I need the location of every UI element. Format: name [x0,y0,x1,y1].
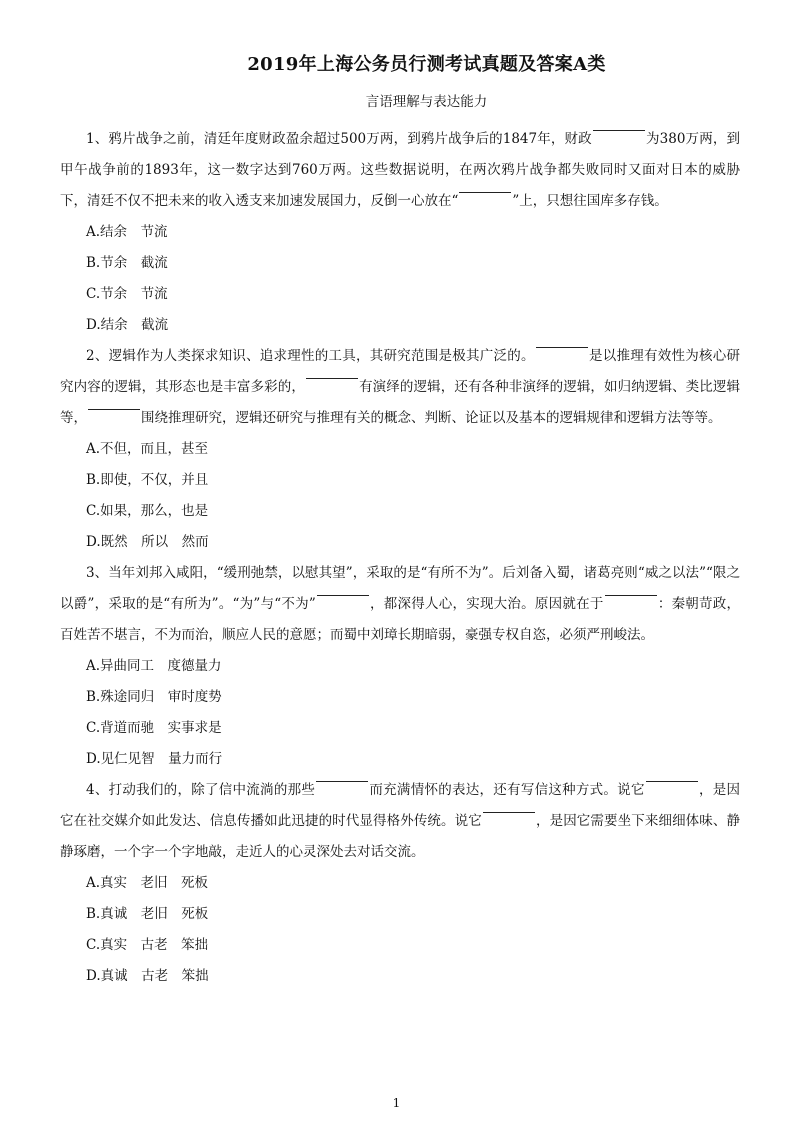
stem-text: ，是因它在社交媒介如此发达、信息传播如此迅捷的时代显得格外传统。说它 [60,782,741,829]
stem-text: 4、打动我们的，除了信中流淌的那些 [86,782,316,798]
fill-blank [459,192,511,193]
option-d: D.结余 截流 [86,317,169,333]
option-d: D.见仁见智 量力而行 [86,751,223,767]
stem-text: 有演绎的逻辑，还有各种非演绎的逻辑，如归纳逻辑、类比逻辑等， [60,379,741,426]
option-list [60,434,740,558]
option-c: C.如果，那么，也是 [86,503,209,519]
fill-blank [593,130,645,131]
question-2 [60,341,740,558]
question-4 [60,775,740,992]
fill-blank [536,347,588,348]
option-b: B.真诚 老旧 死板 [86,906,209,922]
question-1 [60,124,740,341]
document-title: 2019年上海公务员行测考试真题及答案A类 [247,54,606,75]
fill-blank [306,378,358,379]
stem-text: ，是因它需要坐下来细细体味、静静琢磨，一个字一个字地敲，走近人的心灵深处去对话交流。 [60,813,741,860]
page-number: 1 [392,1096,401,1110]
option-c: C.真实 古老 笨拙 [86,937,209,953]
question-3 [60,558,740,775]
option-list [60,651,740,775]
fill-blank [646,781,698,782]
option-a: A.异曲同工 度德量力 [86,658,222,674]
question-stem [60,775,740,868]
fill-blank [605,595,657,596]
option-b: B.节余 截流 [86,255,168,271]
option-a: A.结余 节流 [86,224,168,240]
stem-text: ”上，只想往国库多存钱。 [512,193,668,209]
stem-text: 而充满情怀的表达，还有写信这种方式。说它 [369,782,645,798]
stem-text: 围绕推理研究，逻辑还研究与推理有关的概念、判断、论证以及基本的逻辑规律和逻辑方法等等。 [141,410,722,426]
stem-text: ：秦朝苛政，百姓苦不堪言，不为而治，顺应人民的意愿；而蜀中刘璋长期暗弱，豪强专权自恣，必须严刑峻法。 [60,596,741,643]
option-d: D.真诚 古老 笨拙 [86,968,209,984]
fill-blank [316,781,368,782]
section-subtitle: 言语理解与表达能力 [365,94,488,110]
option-list [60,217,740,341]
option-c: C.背道而驰 实事求是 [86,720,222,736]
question-stem [60,558,740,651]
option-d: D.既然 所以 然而 [86,534,209,550]
stem-text: 2、逻辑作为人类探求知识、追求理性的工具，其研究范围是极其广泛的。 [86,348,535,364]
stem-text: 3、当年刘邦入咸阳，“缓刑弛禁，以慰其望”，采取的是“有所不为”。后刘备入蜀，诸葛亮则“威之以法”“限之以爵”，采取的是“有所为”。“为”与“不为” [60,565,740,612]
option-c: C.节余 节流 [86,286,168,302]
option-b: B.殊途同归 审时度势 [86,689,222,705]
stem-text: 是以推理有效性为核心研究内容的逻辑，其形态也是丰富多彩的， [60,348,741,395]
stem-text: 1、鸦片战争之前，清廷年度财政盈余超过500万两，到鸦片战争后的1847年，财政 [86,131,592,147]
option-a: A.真实 老旧 死板 [86,875,209,891]
fill-blank [317,595,369,596]
fill-blank [88,409,140,410]
option-b: B.即使，不仅，并且 [86,472,209,488]
question-list [60,124,740,992]
question-stem [60,124,740,217]
option-a: A.不但，而且，甚至 [86,441,209,457]
option-list [60,868,740,992]
stem-text: 为380万两，到甲午战争前的1893年，这一数字达到760万两。这些数据说明，在两次鸦片战争都失败同时又面对日本的威胁下，清廷不仅不把未来的收入透支来加速发展国力，反倒一心放在“ [60,131,740,209]
stem-text: ，都深得人心，实现大治。原因就在于 [369,596,604,612]
question-stem [60,341,740,434]
fill-blank [483,812,535,813]
